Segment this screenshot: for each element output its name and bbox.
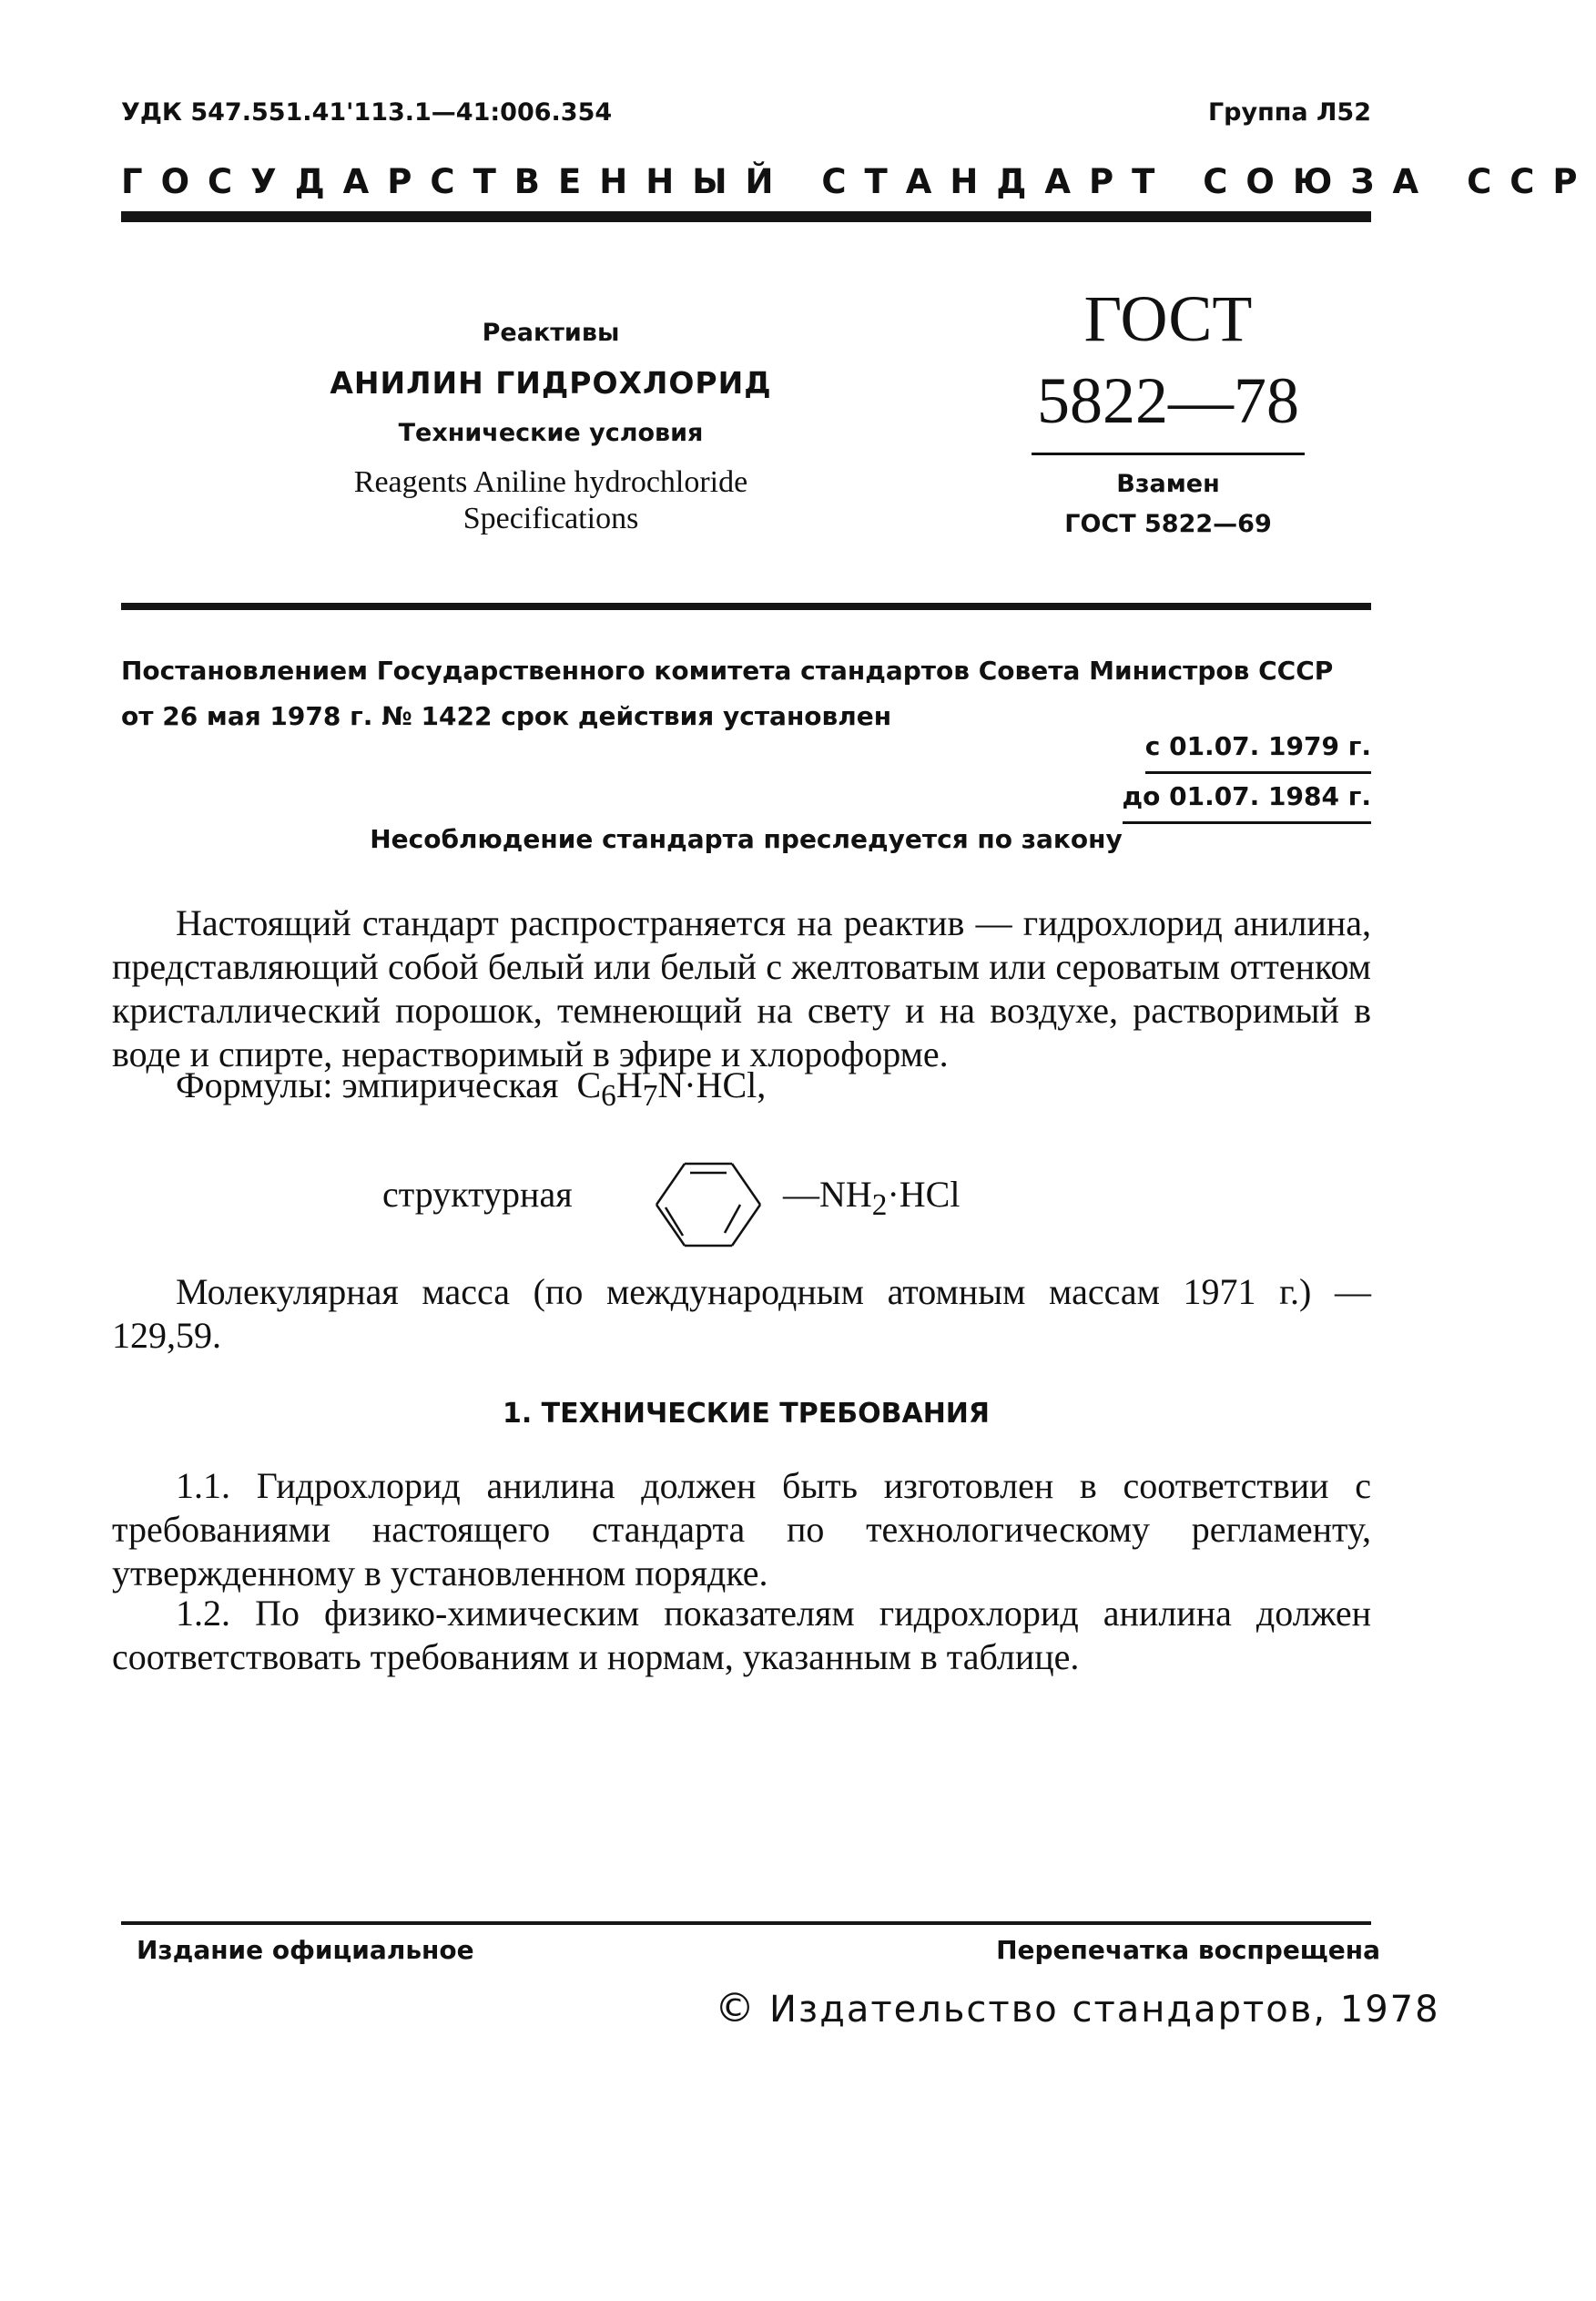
validity-dates xyxy=(1123,724,1372,824)
copyright-icon: © xyxy=(715,1985,757,2031)
state-standard-heading: ГОСУДАРСТВЕННЫЙ СТАНДАРТ СОЮЗА ССР xyxy=(121,162,1596,201)
udk-code: УДК 547.551.41'113.1—41:006.354 xyxy=(121,98,613,127)
header-rule xyxy=(121,211,1371,222)
structural-nh: —NH xyxy=(783,1174,872,1215)
title-block xyxy=(300,315,801,537)
gost-word: ГОСТ xyxy=(1083,282,1253,355)
structural-label: структурная xyxy=(382,1174,573,1215)
valid-from: с 01.07. 1979 г. xyxy=(1145,724,1371,774)
gost-number: 5822—78 xyxy=(1037,364,1299,437)
decree-line1: Постановлением Государственного комитета стандартов Совета Министров СССР xyxy=(121,656,1334,686)
formula-h: H xyxy=(615,1064,643,1105)
formula-c: C xyxy=(576,1064,602,1105)
title-reagents: Реактивы xyxy=(482,319,620,347)
decree-line2: от 26 мая 1978 г. № 1422 срок действия установлен xyxy=(121,701,892,731)
clause-1-1: 1.1. Гидрохлорид анилина должен быть изготовлен в соответствии с требованиями настоящего стандарта по технологическому регламенту, утвержденному в установленном порядке. xyxy=(112,1465,1371,1593)
gost-block xyxy=(1032,278,1305,545)
gost-divider xyxy=(1032,453,1305,455)
intro-paragraph: Настоящий стандарт распространяется на реактив — гидрохлорид анилина, представляющий собой белый или белый с желтоватым или сероватым оттенком кристаллический порошок, темнеющий на свету и на воздухе, растворимый в воде и спирте, нерастворимый в эфире и хлороформе. xyxy=(112,902,1371,1074)
structural-nh-sub: 2 xyxy=(871,1188,888,1222)
clause-1-2: 1.2. По физико-химическим показателям гидрохлорид анилина должен соответствовать требованиям и нормам, указанным в таблице. xyxy=(112,1593,1371,1677)
structural-substituent xyxy=(783,1173,960,1227)
title-name: АНИЛИН ГИДРОХЛОРИД xyxy=(330,365,772,401)
formula-c-sub: 6 xyxy=(601,1079,616,1113)
copyright-text: Издательство стандартов, 1978 xyxy=(769,1989,1440,2031)
footer-rule xyxy=(121,1921,1371,1925)
group-code: Группа Л52 xyxy=(1207,98,1371,127)
formula-rest: N·HCl, xyxy=(657,1064,767,1105)
edition-label: Издание официальное xyxy=(137,1935,474,1965)
title-specs: Технические условия xyxy=(398,419,704,447)
title-english-line2: Specifications xyxy=(463,502,639,535)
molar-mass: Молекулярная масса (по международным атомным массам 1971 г.) — 129,59. xyxy=(112,1271,1371,1356)
valid-to: до 01.07. 1984 г. xyxy=(1123,774,1372,824)
title-rule xyxy=(121,603,1371,610)
replaces-label: Взамен xyxy=(1116,470,1220,498)
benzene-ring-diagram xyxy=(637,1155,783,1255)
section-title: 1. ТЕХНИЧЕСКИЕ ТРЕБОВАНИЯ xyxy=(502,1398,991,1430)
formula-h-sub: 7 xyxy=(642,1079,658,1113)
structural-hcl: ·HCl xyxy=(887,1174,961,1215)
replaces-value: ГОСТ 5822—69 xyxy=(1064,510,1272,538)
reprint-notice: Перепечатка воспрещена xyxy=(996,1935,1380,1965)
empirical-formula xyxy=(176,1064,766,1118)
copyright xyxy=(715,1985,1440,2031)
formula-label: Формулы: эмпирическая xyxy=(176,1064,559,1105)
title-english-line1: Reagents Aniline hydrochloride xyxy=(353,465,748,499)
noncompliance-notice: Несоблюдение стандарта преследуется по закону xyxy=(370,824,1123,854)
